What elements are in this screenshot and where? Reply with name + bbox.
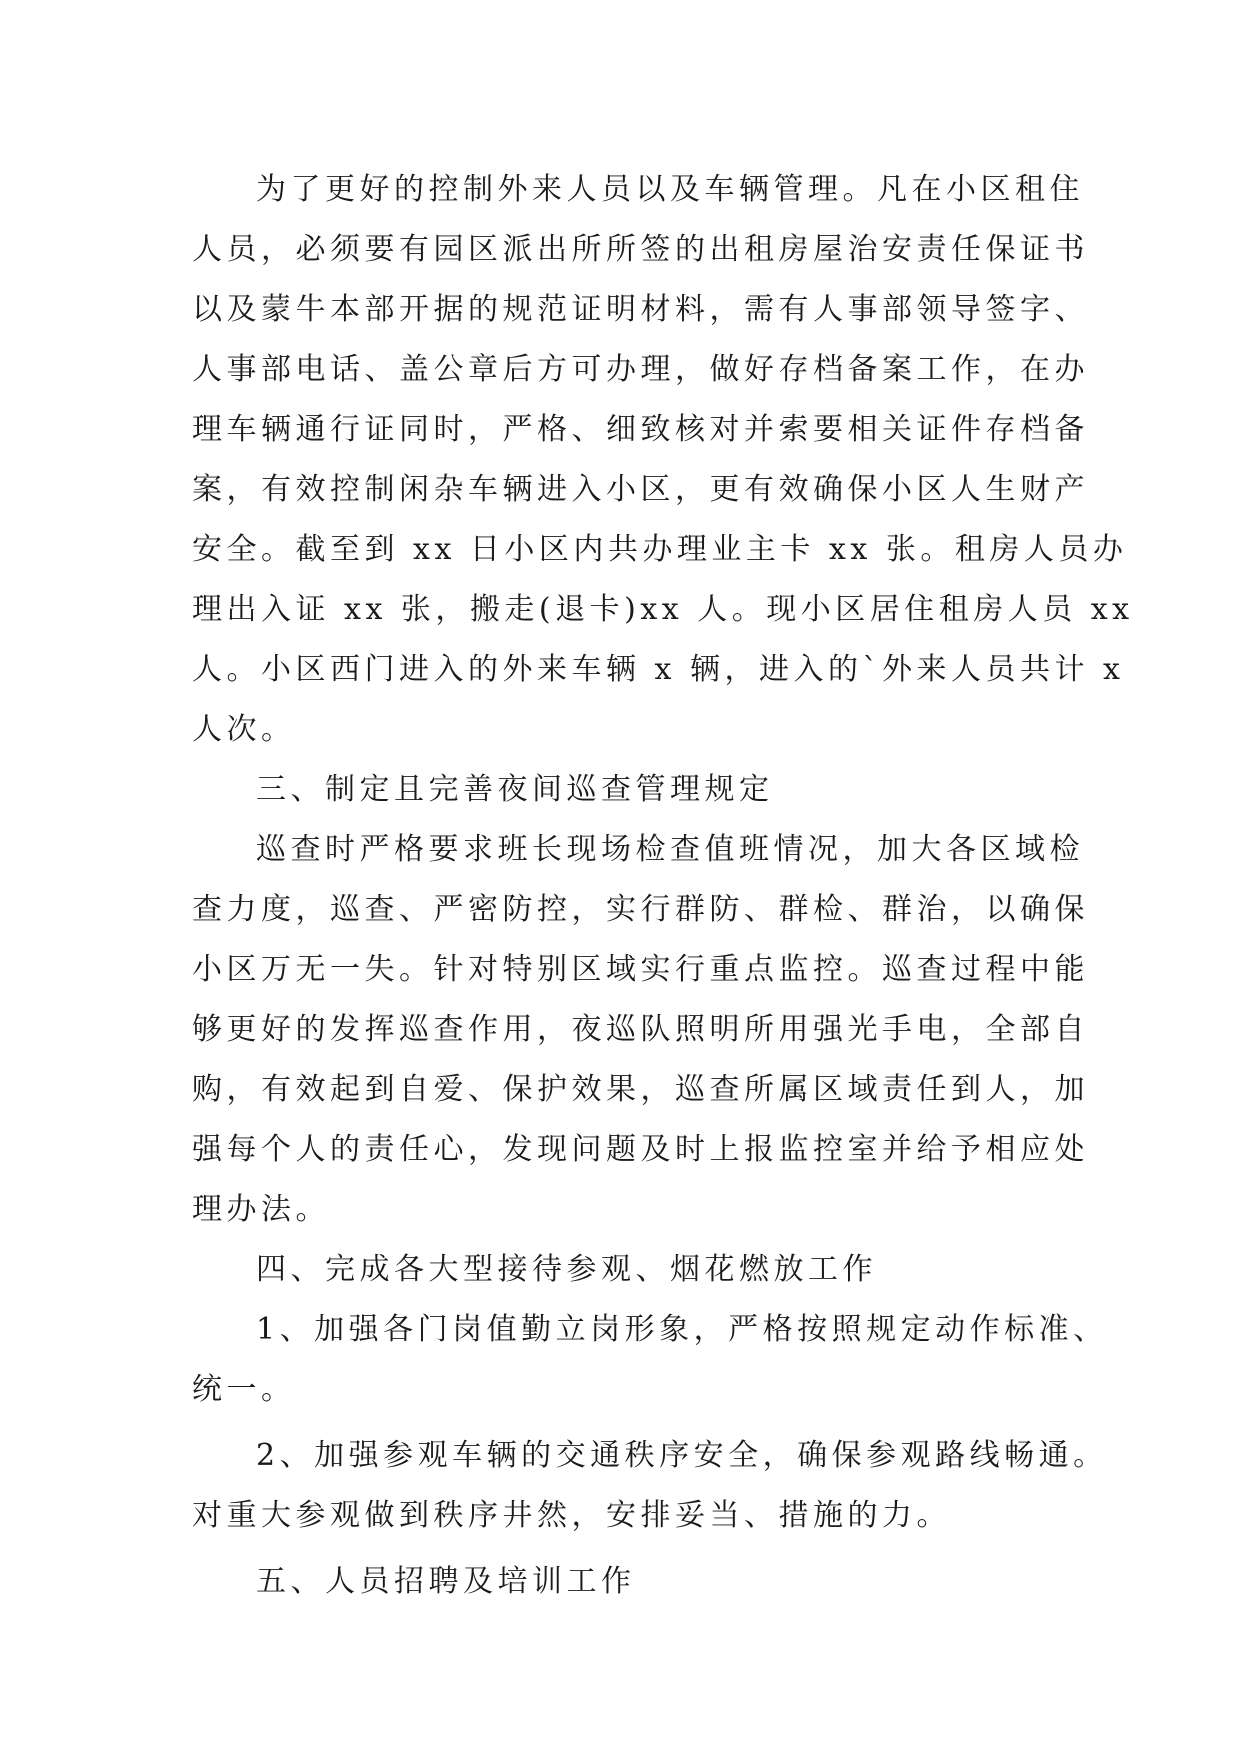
- text-line: 2、加强参观车辆的交通秩序安全，确保参观路线畅通。: [256, 1438, 1108, 1473]
- text-line: 统一。: [192, 1372, 296, 1407]
- paragraph-vehicle-personnel-management: [192, 160, 1134, 760]
- text-line: 为了更好的控制外来人员以及车辆管理。凡在小区租住: [256, 172, 1084, 207]
- text-line: 以及蒙牛本部开据的规范证明材料，需有人事部领导签字、: [192, 292, 1089, 327]
- section-heading-night-patrol: 三、制定且完善夜间巡查管理规定: [256, 772, 774, 807]
- text-line: 理车辆通行证同时，严格、细致核对并索要相关证件存档备: [192, 412, 1089, 447]
- paragraph-night-patrol: [192, 820, 1089, 1240]
- section-heading-recruitment-training: 五、人员招聘及培训工作: [256, 1564, 636, 1599]
- text-line: 理出入证 xx 张，搬走(退卡)xx 人。现小区居住租房人员 xx: [192, 592, 1134, 627]
- text-line: 巡查时严格要求班长现场检查值班情况，加大各区域检: [256, 832, 1084, 867]
- section-heading-reception-fireworks: 四、完成各大型接待参观、烟花燃放工作: [256, 1252, 877, 1287]
- text-line: 对重大参观做到秩序井然，安排妥当、措施的力。: [192, 1498, 951, 1533]
- text-line: 案，有效控制闲杂车辆进入小区，更有效确保小区人生财产: [192, 472, 1089, 507]
- list-item-traffic-order: [192, 1426, 1108, 1546]
- text-line: 人事部电话、盖公章后方可办理，做好存档备案工作，在办: [192, 352, 1089, 387]
- text-line: 查力度，巡查、严密防控，实行群防、群检、群治，以确保: [192, 892, 1089, 927]
- text-line: 理办法。: [192, 1192, 330, 1227]
- document-body: [192, 160, 1134, 1612]
- text-line: 强每个人的责任心，发现问题及时上报监控室并给予相应处: [192, 1132, 1089, 1167]
- list-item-guard-image: [192, 1300, 1108, 1420]
- text-line: 人次。: [192, 712, 296, 747]
- text-line: 人员，必须要有园区派出所所签的出租房屋治安责任保证书: [192, 232, 1089, 267]
- text-line: 安全。截至到 xx 日小区内共办理业主卡 xx 张。租房人员办: [192, 532, 1128, 567]
- text-line: 购，有效起到自爱、保护效果，巡查所属区域责任到人，加: [192, 1072, 1089, 1107]
- text-line: 够更好的发挥巡查作用，夜巡队照明所用强光手电，全部自: [192, 1012, 1089, 1047]
- text-line: 1、加强各门岗值勤立岗形象，严格按照规定动作标准、: [256, 1312, 1108, 1347]
- text-line: 人。小区西门进入的外来车辆 x 辆，进入的`外来人员共计 x: [192, 652, 1125, 687]
- text-line: 小区万无一失。针对特别区域实行重点监控。巡查过程中能: [192, 952, 1089, 987]
